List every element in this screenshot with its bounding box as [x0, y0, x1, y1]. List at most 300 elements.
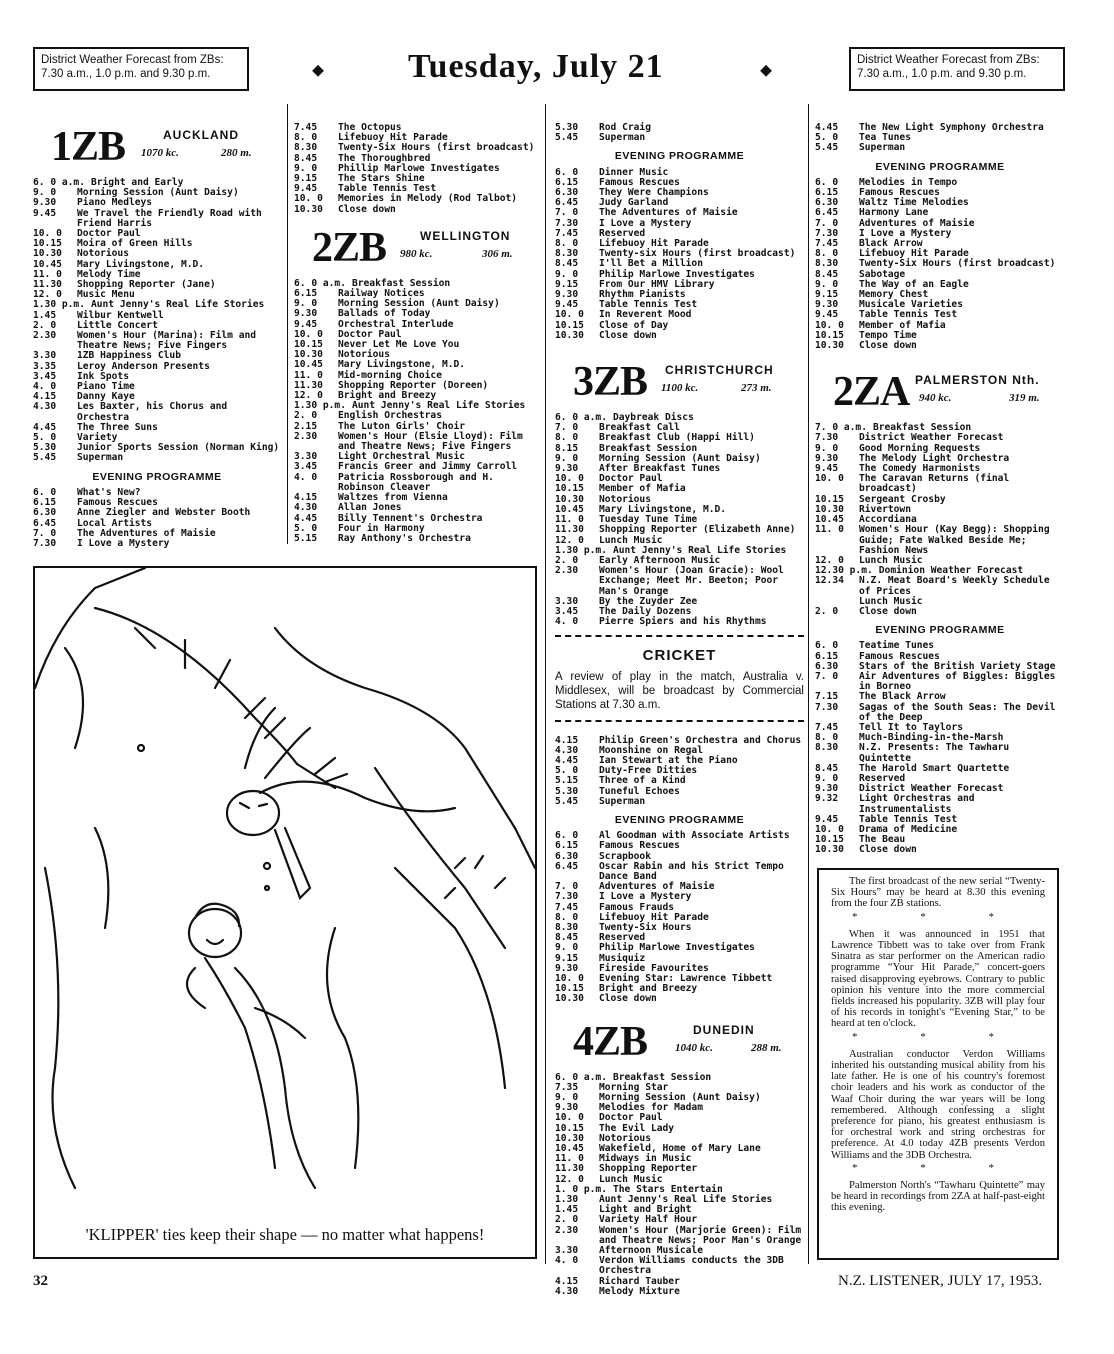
programme-title: Ballads of Today [338, 308, 431, 320]
programme-list-1zb [33, 178, 281, 464]
programme-row [555, 892, 804, 902]
programme-time: 7. 0 a.m. [815, 422, 867, 434]
programme-title: Phillip Marlowe Investigates [338, 162, 500, 174]
programme-row [555, 464, 804, 474]
programme-title: Dinner Music [599, 166, 669, 178]
programme-title: Tempo Time [859, 329, 917, 341]
note-paragraph: When it was announced in 1951 that Lawrence Tibbett was to take over from Frank Sinatra as star performer on the American radio programme “Your Hit Parade,” concert-goers raised disapproving eyebrows. Contrary to public opinion his venture into the more commercial fields increased his popularity. 3ZB will play four of his records in tonight's “Evening Star,” to be heard at ten o'clock. [831, 928, 1045, 1030]
programme-title: Morning Session (Aunt Daisy) [338, 298, 500, 310]
programme-title: Francis Greer and Jimmy Carroll [338, 461, 518, 473]
programme-title: Lunch Music [859, 554, 923, 566]
programme-title: The New Light Symphony Orchestra [859, 122, 1044, 133]
evening-programme-heading: EVENING PROGRAMME [875, 160, 1005, 173]
programme-time: 6. 0 a.m. [555, 1071, 607, 1083]
programme-time: 7.15 [815, 691, 839, 703]
programme-title: The Daily Dozens [599, 605, 692, 617]
programme-title: Breakfast Club (Happi Hill) [599, 432, 755, 444]
programme-time: 9. 0 [815, 278, 839, 290]
programme-row [555, 797, 804, 807]
programme-title: The Melody Light Orchestra [859, 452, 1010, 464]
programme-title: N.Z. Presents: The Tawharu Quintette [859, 742, 1010, 764]
programme-title: Memory Chest [859, 289, 929, 301]
programme-title: Breakfast Session [599, 442, 698, 454]
programme-title: Railway Notices [338, 288, 425, 300]
programme-row [555, 188, 804, 198]
programme-title: Tea Tunes [859, 132, 911, 144]
programme-row [294, 534, 540, 544]
programme-time: 3.30 [555, 595, 579, 607]
programme-time: 8.45 [815, 762, 839, 774]
programme-title: The Thoroughbred [338, 152, 431, 164]
column-1 [33, 118, 281, 549]
programme-title: Lifebuoy Hit Parade [599, 911, 709, 923]
station-wavelength: 280 m. [221, 147, 252, 159]
programme-time: 12. 0 [33, 289, 62, 301]
programme-row [815, 794, 1065, 814]
programme-title: Famous Rescues [599, 840, 680, 852]
weather-box-left-line2: 7.30 a.m., 1.0 p.m. and 9.30 p.m. [41, 68, 211, 80]
programme-row [555, 841, 804, 851]
weather-box-right-line2: 7.30 a.m., 1.0 p.m. and 9.30 p.m. [857, 68, 1027, 80]
programme-title: Mary Livingstone, M.D. [77, 258, 205, 270]
programme-row [294, 320, 540, 330]
programme-title: The Evil Lady [599, 1122, 675, 1134]
evening-list-4zb [815, 178, 1065, 351]
programme-title: Patricia Rossborough and H. Robinson Cleaver [338, 471, 494, 493]
programme-title: Piano Medleys [77, 197, 153, 209]
programme-list-2za [815, 423, 1065, 617]
programme-time: 4.15 [33, 391, 57, 403]
programme-row [33, 239, 281, 249]
programme-time: 9.32 [815, 793, 839, 805]
programme-time: 12. 0 [555, 534, 584, 546]
programme-time: 5.45 [555, 795, 579, 807]
programme-time: 9.45 [815, 309, 839, 321]
programme-title: Philip Green's Orchestra and Chorus [599, 734, 802, 746]
programme-time: 9. 0 [555, 1092, 579, 1104]
programme-row [815, 474, 1065, 494]
programme-title: Twenty-Six Hours (first broadcast) [859, 258, 1056, 270]
programme-title: Sergeant Crosby [859, 493, 946, 505]
programme-time: 5.30 [33, 442, 57, 454]
programme-time: 10.45 [555, 1143, 584, 1155]
programme-title: Close down [599, 329, 657, 341]
programme-time: 10. 0 [33, 228, 62, 240]
programme-title: Light and Bright [599, 1204, 692, 1216]
programme-time: 10.30 [555, 329, 584, 341]
programme-list-1zb-cont [294, 123, 540, 215]
programme-title: Bright and Breezy [599, 983, 698, 995]
programme-time: 10.30 [555, 1132, 584, 1144]
programme-time: 3.30 [294, 451, 318, 463]
programme-time: 2. 0 [294, 410, 318, 422]
programme-time: 9.30 [555, 1102, 579, 1114]
evening-programme-heading: EVENING PROGRAMME [614, 813, 745, 826]
programme-title: Junior Sports Session (Norman King) [77, 442, 280, 454]
programme-time: 8.15 [555, 442, 579, 454]
programme-title: Never Let Me Love You [338, 339, 460, 351]
programme-time: 4.30 [33, 401, 57, 413]
programme-title: Scrapbook [599, 850, 651, 862]
programme-title: Superman [599, 795, 646, 807]
programme-time: 11.30 [33, 279, 62, 291]
programme-title: Midways in Music [599, 1153, 692, 1165]
programme-time: 12. 0 [555, 1173, 584, 1185]
programme-title: What's New? [77, 486, 141, 498]
programme-title: Light Orchestral Music [338, 451, 466, 463]
programme-time: 8. 0 [815, 248, 839, 260]
programme-time: 7. 0 [555, 207, 579, 219]
programme-time: 1.45 [555, 1204, 579, 1216]
station-frequency: 980 kc. [400, 247, 433, 260]
programme-row [555, 331, 804, 341]
programme-title: Ink Spots [77, 370, 129, 382]
programme-time: 10.15 [815, 493, 844, 505]
cartoon-illustration [35, 568, 535, 1198]
programme-title: Superman [599, 132, 646, 144]
programme-time: 5. 0 [815, 132, 839, 144]
cricket-notice: A review of play in the match, Australia v. Middlesex, will be broadcast by Commercial Stations at 7.30 a.m. [555, 670, 804, 711]
programme-row [555, 1073, 804, 1083]
programme-time: 3.45 [555, 605, 579, 617]
programme-title: Piano Time [77, 381, 135, 393]
programme-time: 10.30 [815, 844, 844, 856]
programme-row [815, 143, 1065, 153]
programme-title: Lunch Music [599, 1173, 663, 1185]
programme-title: Judy Garland [599, 197, 669, 209]
programme-row [815, 641, 1065, 651]
column-4 [815, 123, 1065, 856]
programme-title: Melodies for Madam [599, 1102, 703, 1114]
programme-time: 2.30 [33, 330, 57, 342]
programme-title: Rhythm Pianists [599, 289, 686, 301]
page-title: Tuesday, July 21 [408, 48, 664, 85]
programme-list-3zb [555, 413, 804, 627]
programme-time: 7.45 [555, 901, 579, 913]
programme-title: Doctor Paul [77, 228, 141, 240]
programme-time: 9.45 [815, 813, 839, 825]
programme-title: Close down [859, 844, 917, 856]
programme-title: Breakfast Session [872, 422, 972, 434]
programme-time: 3.35 [33, 360, 57, 372]
programme-title: The Luton Girls' Choir [338, 420, 466, 432]
programme-row [33, 280, 281, 290]
programme-time: 6.15 [294, 288, 318, 300]
programme-time: 4.30 [555, 744, 579, 756]
programme-time: 8.30 [815, 258, 839, 270]
programme-row [815, 280, 1065, 290]
programme-row [815, 198, 1065, 208]
programme-row [33, 443, 281, 453]
programme-time: 11.30 [555, 524, 584, 536]
programme-title: Morning Star [599, 1081, 669, 1093]
programme-time: 4. 0 [555, 616, 579, 628]
weather-box-right-line1: District Weather Forecast from ZBs: [857, 54, 1040, 66]
programme-time: 4. 0 [33, 381, 57, 393]
programme-time: 7. 0 [815, 670, 839, 682]
programme-title: Morning Session (Aunt Daisy) [599, 452, 761, 464]
programme-time: 9. 0 [555, 268, 579, 280]
programme-time: 11. 0 [815, 524, 844, 536]
programme-time: 7. 0 [555, 422, 579, 434]
programme-time: 6.15 [815, 650, 839, 662]
programme-title: Drama of Medicine [859, 823, 958, 835]
programme-title: Breakfast Session [351, 277, 451, 289]
programme-time: 9.15 [815, 289, 839, 301]
programme-title: Leroy Anderson Presents [77, 360, 210, 372]
programme-time: 9.45 [555, 299, 579, 311]
programme-time: 8. 0 [815, 732, 839, 744]
programme-title: Close down [599, 993, 657, 1005]
programme-row [815, 229, 1065, 239]
programme-time: 8. 0 [555, 432, 579, 444]
programme-time: 6.30 [815, 197, 839, 209]
programme-row [815, 576, 1065, 596]
programme-row [815, 259, 1065, 269]
programme-time: 7.30 [555, 217, 579, 229]
programme-time: 10. 0 [815, 473, 844, 485]
divider [555, 635, 804, 641]
programme-title: We Travel the Friendly Road with Friend Harris [77, 207, 262, 229]
programme-title: Member of Mafia [599, 483, 686, 495]
programme-row [555, 219, 804, 229]
programme-time: 9.30 [33, 197, 57, 209]
programme-time: 11.30 [555, 1163, 584, 1175]
programme-time: 6.15 [815, 187, 839, 199]
programme-time: 10.30 [555, 993, 584, 1005]
programme-row [815, 331, 1065, 341]
programme-time: 10.15 [555, 319, 584, 331]
programme-time: 5.30 [555, 785, 579, 797]
programme-title: Lifebuoy Hit Parade [599, 238, 709, 250]
programme-time: 2. 0 [555, 554, 579, 566]
column-rule [808, 104, 809, 1264]
station-frequency: 1070 kc. [141, 147, 179, 159]
programme-row [815, 835, 1065, 845]
programme-title: Memories in Melody (Rod Talbot) [338, 193, 518, 205]
programme-row [33, 423, 281, 433]
programme-title: Billy Tennent's Orchestra [338, 512, 483, 524]
programme-time: 10.30 [815, 503, 844, 515]
programme-time: 10.30 [555, 493, 584, 505]
programme-row [294, 493, 540, 503]
programme-time: 7.30 [815, 227, 839, 239]
evening-programme-heading: EVENING PROGRAMME [92, 470, 222, 483]
programme-title: Notorious [599, 1132, 651, 1144]
programme-title: Rivertown [859, 503, 911, 515]
weather-box-right [849, 47, 1065, 91]
programme-time: 10. 0 [555, 1112, 584, 1124]
programme-time: 2.15 [294, 420, 318, 432]
programme-time: 7.45 [294, 122, 318, 133]
evening-programme-heading: EVENING PROGRAMME [875, 624, 1005, 637]
programme-time: 10.15 [815, 834, 844, 846]
programme-time: 6. 0 [555, 166, 579, 178]
programme-row [555, 984, 804, 994]
station-frequency: 1100 kc. [661, 382, 699, 395]
programme-title: Twenty-six Hours (first broadcast) [599, 248, 796, 260]
programme-title: Verdon Williams conducts the 3DB Orchestra [599, 1255, 784, 1277]
programme-row [815, 525, 1065, 556]
station-header-3zb [555, 359, 804, 405]
programme-title: Music Menu [77, 289, 135, 301]
programme-title: The Beau [859, 834, 906, 846]
programme-list-4zb-cont [815, 123, 1065, 154]
separator-stars: * * * [852, 1161, 1024, 1174]
programme-time: 10. 0 [555, 973, 584, 984]
station-wavelength: 288 m. [751, 1041, 782, 1054]
programme-title: Aunt Jenny's Real Life Stories [599, 1194, 773, 1206]
klipper-advert [33, 566, 537, 1259]
programme-row [555, 321, 804, 331]
programme-title: Reserved [599, 932, 646, 944]
programme-title: Wilbur Kentwell [77, 309, 164, 321]
programme-title: Four in Harmony [338, 522, 425, 534]
programme-title: Evening Star: Lawrence Tibbett [599, 973, 773, 984]
programme-row [555, 484, 804, 494]
programme-row [555, 787, 804, 797]
programme-time: 10. 0 [815, 823, 844, 835]
programme-title: Table Tennis Test [338, 183, 437, 195]
programme-time: 7. 0 [555, 881, 579, 893]
programme-time: 8. 0 [555, 238, 579, 250]
programme-time: 4.15 [555, 1275, 579, 1287]
programme-time: 5.30 [555, 122, 579, 133]
programme-title: Fireside Favourites [599, 962, 709, 974]
programme-time: 6. 0 a.m. [294, 277, 346, 289]
programme-title: Duty-Free Ditties [599, 765, 698, 777]
programme-title: The Three Suns [77, 421, 158, 433]
programme-time: 9.45 [294, 183, 318, 195]
programme-time: 1.30 p.m. [555, 544, 607, 556]
programme-title: I Love a Mystery [859, 227, 952, 239]
programme-time: 11.30 [294, 379, 323, 391]
weather-box-left [33, 47, 249, 91]
programme-row [33, 209, 281, 229]
programme-title: District Weather Forecast [859, 783, 1004, 795]
programme-time: 5. 0 [294, 522, 318, 534]
column-rule [545, 104, 546, 1264]
evening-list-3zb [555, 831, 804, 1004]
station-call-sign: 3ZB [573, 359, 648, 406]
programme-title: Tell It to Taylors [859, 721, 963, 733]
programme-row [555, 525, 804, 535]
programme-time: 7.30 [555, 891, 579, 903]
programme-title: The Harold Smart Quartette [859, 762, 1010, 774]
programme-time: 11. 0 [555, 1153, 584, 1165]
programme-time: 9.30 [555, 962, 579, 974]
programme-title: Tuneful Echoes [599, 785, 680, 797]
programme-title: Lifebuoy Hit Parade [859, 248, 969, 260]
programme-title: The Caravan Returns (final broadcast) [859, 473, 1010, 495]
programme-time: 10.45 [555, 503, 584, 515]
programme-time: 3.30 [555, 1245, 579, 1257]
programme-row [815, 178, 1065, 188]
programme-title: Philip Marlowe Investigates [599, 268, 755, 280]
programme-title: Good Morning Requests [859, 442, 981, 454]
programme-title: Accordiana [859, 514, 917, 526]
evening-list-2zb [555, 168, 804, 341]
programme-title: Melody Time [77, 268, 141, 280]
programme-title: Musiquiz [599, 952, 646, 964]
programme-time: 9. 0 [294, 298, 318, 310]
programme-row [555, 123, 804, 133]
programme-time: 6.45 [555, 860, 579, 872]
programme-time: 4.30 [294, 502, 318, 514]
publication-line: N.Z. LISTENER, JULY 17, 1953. [838, 1273, 1043, 1289]
programme-list-3zb-afternoon [555, 736, 804, 807]
programme-row [555, 1124, 804, 1134]
programme-time: 9.45 [33, 207, 57, 219]
programme-time: 10.30 [815, 340, 844, 352]
programme-row [555, 617, 804, 627]
programme-row [294, 503, 540, 513]
programme-time: 3.45 [33, 370, 57, 382]
programme-title: Lunch Music [859, 595, 923, 607]
station-frequency: 940 kc. [919, 392, 952, 405]
programme-time: 1. 0 p.m. [555, 1183, 607, 1195]
programme-title: Mary Livingstone, M.D. [599, 503, 727, 515]
programme-time: 6.30 [555, 850, 579, 862]
programme-time: 11. 0 [555, 514, 584, 526]
programme-title: Al Goodman with Associate Artists [599, 830, 790, 842]
programme-title: Shopping Reporter [599, 1163, 698, 1175]
cricket-heading: CRICKET [642, 647, 717, 665]
programme-title: Morning Session (Aunt Daisy) [599, 1092, 761, 1104]
programme-title: Les Baxter, his Chorus and Orchestra [77, 401, 228, 423]
programme-row [33, 260, 281, 270]
programme-time: 10. 0 [294, 328, 323, 340]
programme-time: 9.30 [555, 289, 579, 301]
programme-title: I Love a Mystery [77, 537, 170, 549]
programme-time: 8. 0 [294, 132, 318, 144]
programme-time: 5. 0 [555, 765, 579, 777]
programme-time: 6.15 [555, 176, 579, 188]
programme-time: 3.30 [33, 350, 57, 362]
diamond-icon: ◆ [760, 57, 773, 81]
programme-row [555, 1287, 804, 1297]
programme-time: 6.45 [33, 517, 57, 529]
programme-title: Twenty-Six Hours (first broadcast) [338, 142, 535, 154]
programme-title: Close down [859, 605, 917, 617]
station-call-sign: 4ZB [573, 1018, 648, 1065]
programme-title: The Octopus [338, 122, 402, 133]
programme-title: Table Tennis Test [859, 813, 958, 825]
programme-title: Table Tennis Test [599, 299, 698, 311]
programme-title: Musicale Varieties [859, 299, 963, 311]
station-wavelength: 273 m. [741, 382, 772, 395]
programme-time: 9.30 [815, 299, 839, 311]
programme-time: 6. 0 [555, 830, 579, 842]
programme-title: Wakefield, Home of Mary Lane [599, 1143, 761, 1155]
programme-time: 9. 0 [555, 452, 579, 464]
programme-title: Air Adventures of Biggles: Biggles in Borneo [859, 670, 1056, 693]
programme-title: In Reverent Mood [599, 309, 692, 321]
programme-time: 11. 0 [294, 369, 323, 381]
programme-row [555, 310, 804, 320]
programme-time: 7.45 [815, 721, 839, 733]
programme-time: 7.30 [33, 537, 57, 549]
programme-row [33, 331, 281, 351]
programme-row [33, 508, 281, 518]
programme-title: Famous Rescues [859, 650, 940, 662]
programme-title: The Stars Shine [338, 173, 425, 185]
programme-row [555, 1226, 804, 1246]
programme-title: N.Z. Meat Board's Weekly Schedule of Prices [859, 575, 1050, 597]
programme-row [815, 764, 1065, 774]
diamond-icon: ◆ [312, 57, 325, 81]
programme-time: 5. 0 [33, 432, 57, 444]
